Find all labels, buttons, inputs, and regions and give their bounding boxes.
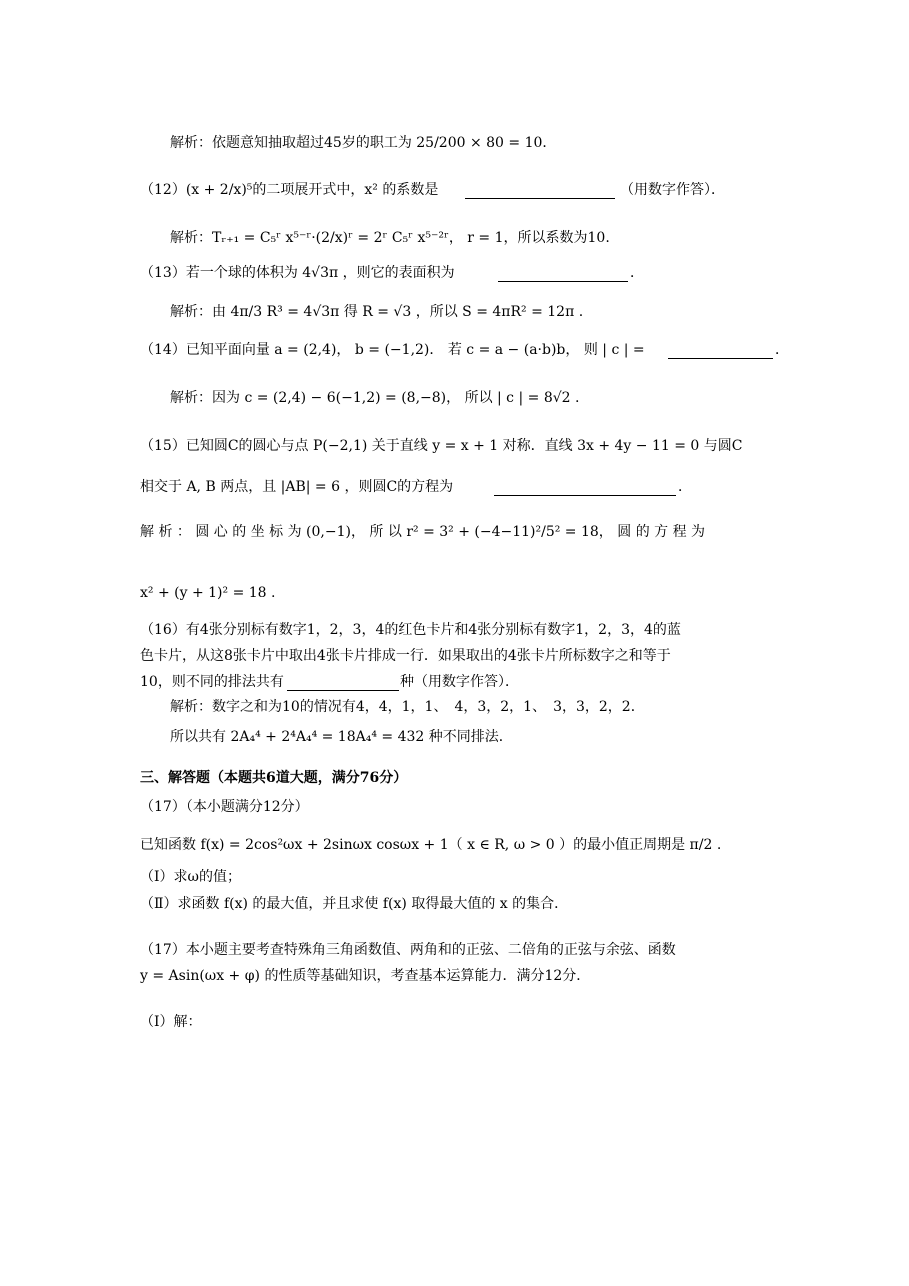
answer-blank — [287, 676, 399, 691]
solution-line: 解析：因为 c = (2,4) − 6(−1,2) = (8,−8)， 所以 | c | = 8√2 . — [170, 390, 580, 406]
question-note: （用数字作答）． — [620, 182, 725, 198]
section-heading: 三、解答题（本题共6道大题，满分76分） — [140, 770, 408, 786]
solution-line: 所以共有 2A₄⁴ + 2⁴A₄⁴ = 18A₄⁴ = 432 种不同排法． — [170, 729, 513, 745]
solution-line: 解析：依题意知抽取超过45岁的职工为 25/200 × 80 = 10． — [170, 135, 557, 151]
punct: ． — [678, 479, 692, 495]
answer-blank — [494, 481, 676, 496]
punct: ． — [630, 265, 644, 281]
question-17-part1: （Ⅰ）求ω的值； — [140, 869, 241, 885]
solution-intro: （17）本小题主要考查特殊角三角函数值、两角和的正弦、二倍角的正弦与余弦、函数 — [140, 942, 676, 958]
question-16-cont: 色卡片，从这8张卡片中取出4张卡片排成一行．如果取出的4张卡片所标数字之和等于 — [140, 648, 671, 664]
question-14: （14）已知平面向量 a = (2,4)， b = (−1,2)． 若 c = a − (a·b)b， 则 | c | = — [140, 342, 645, 358]
question-17-part2: （Ⅱ）求函数 f(x) 的最大值，并且求使 f(x) 取得最大值的 x 的集合． — [140, 896, 569, 912]
solution-part1: （Ⅰ）解： — [140, 1014, 202, 1030]
answer-blank — [465, 184, 615, 199]
question-15-cont: 相交于 A, B 两点，且 |AB| = 6 ，则圆C的方程为 — [140, 479, 454, 495]
solution-line: 解 析 ： 圆 心 的 坐 标 为 (0,−1)， 所 以 r² = 3² + (−4−11)²/5² = 18， 圆 的 方 程 为 — [140, 524, 706, 540]
solution-intro-cont: y = Asin(ωx + φ) 的性质等基础知识，考查基本运算能力．满分12分． — [140, 968, 591, 984]
solution-line: 解析：数字之和为10的情况有4，4，1，1、 4，3，2，1、 3，3，2，2． — [170, 699, 645, 715]
question-17: 已知函数 f(x) = 2cos²ωx + 2sinωx cosωx + 1（ x ∈ R, ω > 0 ）的最小值正周期是 π/2 . — [140, 837, 722, 853]
answer-blank — [498, 267, 628, 282]
solution-line: 解析：由 4π/3 R³ = 4√3π 得 R = √3 ，所以 S = 4πR² = 12π . — [170, 304, 584, 320]
question-12: （12）(x + 2/x)⁵的二项展开式中，x² 的系数是 — [140, 182, 439, 198]
answer-blank — [668, 344, 773, 359]
question-16: （16）有4张分别标有数字1，2，3，4的红色卡片和4张分别标有数字1，2，3，4的蓝 — [140, 622, 681, 638]
solution-line: 解析：Tᵣ₊₁ = C₅ʳ x⁵⁻ʳ·(2/x)ʳ = 2ʳ C₅ʳ x⁵⁻²ʳ， r = 1，所以系数为10. — [170, 230, 610, 246]
solution-line: x² + (y + 1)² = 18 . — [140, 585, 276, 601]
question-15: （15）已知圆C的圆心与点 P(−2,1) 关于直线 y = x + 1 对称．直线 3x + 4y − 11 = 0 与圆C — [140, 438, 743, 454]
question-16-cont: 10，则不同的排法共有 — [140, 674, 284, 690]
question-note: 种（用数字作答）． — [400, 674, 519, 690]
punct: ． — [775, 342, 789, 358]
question-13: （13）若一个球的体积为 4√3π ，则它的表面积为 — [140, 265, 455, 281]
question-17-header: （17）（本小题满分12分） — [140, 799, 309, 815]
